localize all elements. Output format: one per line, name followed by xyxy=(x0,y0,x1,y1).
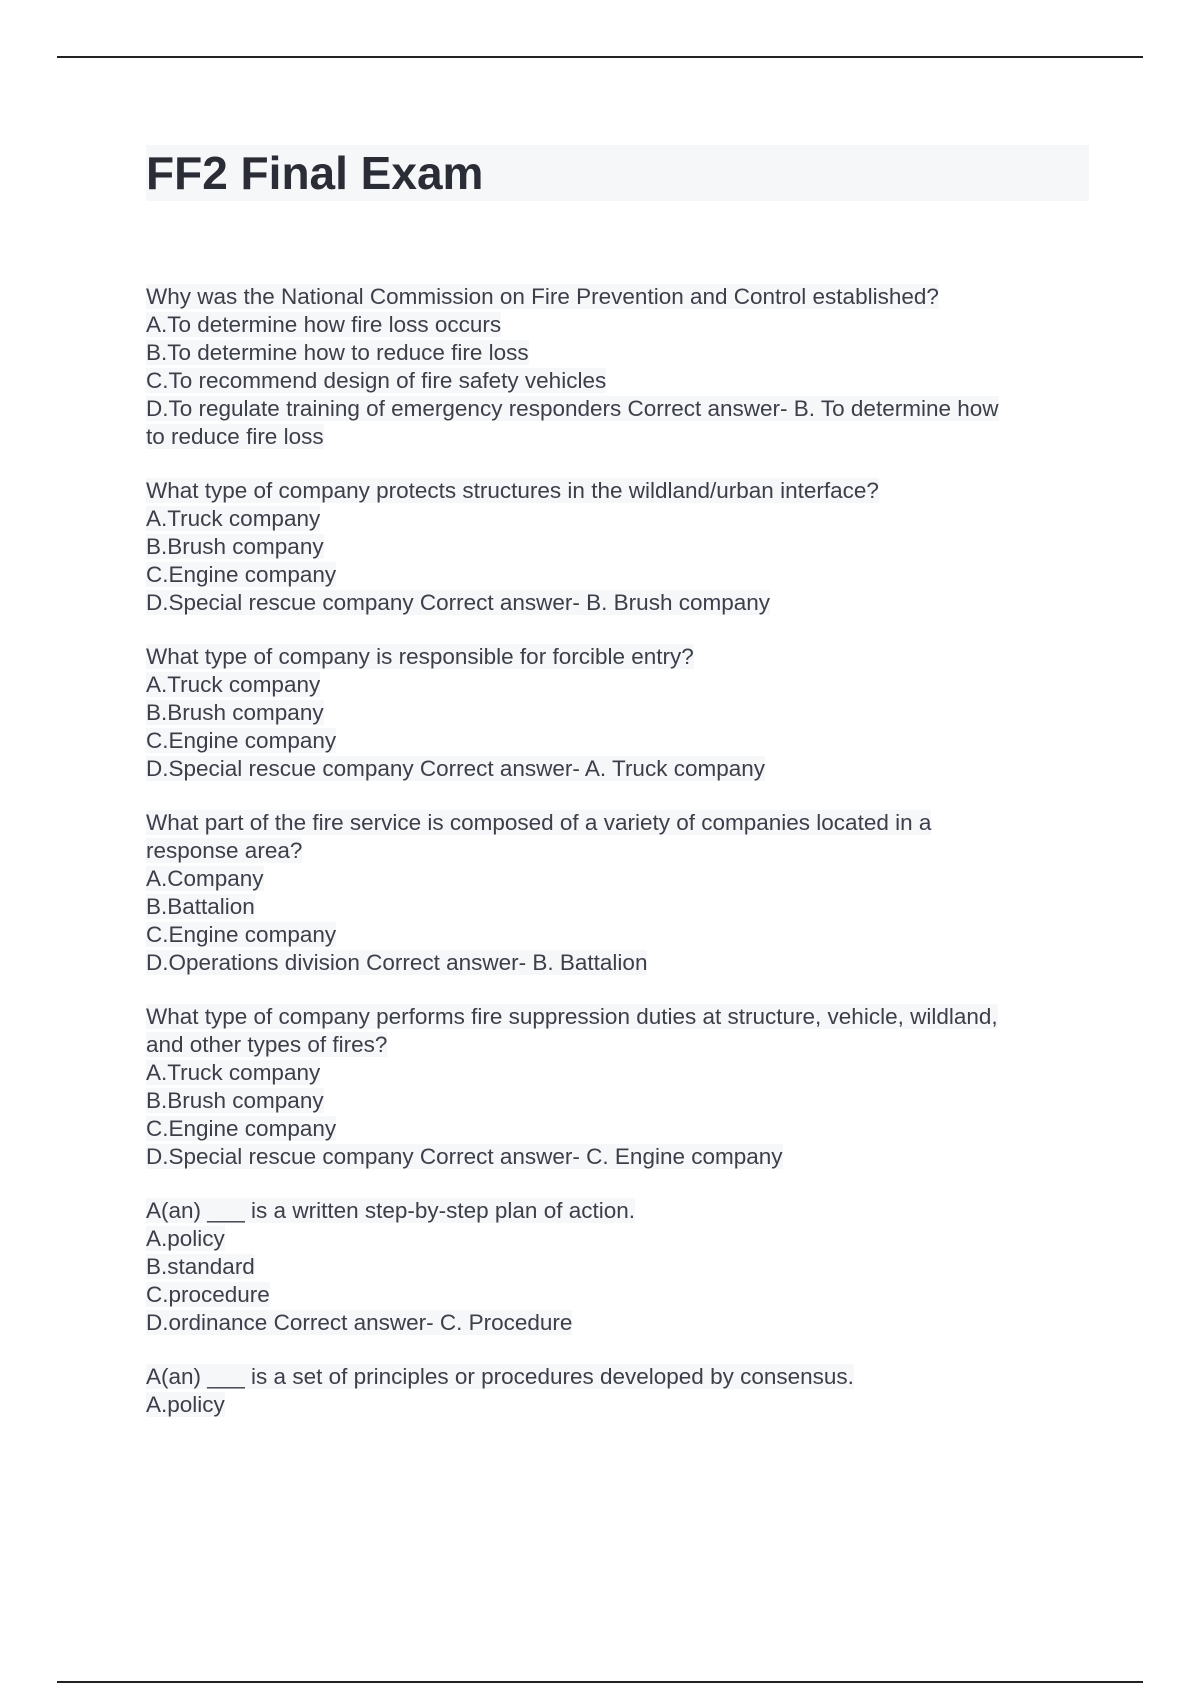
option-line xyxy=(146,311,1076,339)
option-line xyxy=(146,893,1076,921)
option-line xyxy=(146,1059,1076,1087)
option-text: A.policy xyxy=(146,1392,225,1417)
question-text: A(an) ___ is a written step-by-step plan of action. xyxy=(146,1198,636,1223)
option-line xyxy=(146,1391,1076,1419)
option-line xyxy=(146,699,1076,727)
option-text: B.standard xyxy=(146,1254,255,1279)
answer-line xyxy=(146,395,1076,423)
answer-line xyxy=(146,423,1076,451)
question-text: What type of company is responsible for forcible entry? xyxy=(146,644,694,669)
option-line xyxy=(146,561,1076,589)
header-rule xyxy=(57,56,1143,58)
option-line xyxy=(146,1087,1076,1115)
answer-line xyxy=(146,1309,1076,1337)
question-line xyxy=(146,477,1076,505)
question-text: A(an) ___ is a set of principles or procedures developed by consensus. xyxy=(146,1364,854,1389)
option-text: A.To determine how fire loss occurs xyxy=(146,312,502,337)
option-line xyxy=(146,1115,1076,1143)
answer-text: D.Special rescue company Correct answer- A. Truck company xyxy=(146,756,765,781)
option-line xyxy=(146,727,1076,755)
option-line xyxy=(146,1281,1076,1309)
option-text: A.policy xyxy=(146,1226,225,1251)
option-text: B.To determine how to reduce fire loss xyxy=(146,340,529,365)
answer-text: D.Special rescue company Correct answer- B. Brush company xyxy=(146,590,771,615)
option-text: A.Truck company xyxy=(146,1060,321,1085)
answer-text: D.To regulate training of emergency responders Correct answer- B. To determine how xyxy=(146,396,999,421)
option-line xyxy=(146,505,1076,533)
option-text: C.Engine company xyxy=(146,728,337,753)
question-text: Why was the National Commission on Fire Prevention and Control established? xyxy=(146,284,939,309)
answer-line xyxy=(146,949,1076,977)
option-line xyxy=(146,921,1076,949)
question-line xyxy=(146,1197,1076,1225)
option-text: B.Brush company xyxy=(146,534,324,559)
question-line xyxy=(146,1003,1076,1031)
option-text: A.Truck company xyxy=(146,672,321,697)
question-list xyxy=(146,283,1076,1445)
question-text: What type of company performs fire suppression duties at structure, vehicle, wildland, xyxy=(146,1004,998,1029)
option-text: C.Engine company xyxy=(146,922,337,947)
answer-line xyxy=(146,589,1076,617)
document-title: FF2 Final Exam xyxy=(146,147,484,199)
option-text: C.Engine company xyxy=(146,1116,337,1141)
question-block xyxy=(146,283,1076,451)
question-block xyxy=(146,477,1076,617)
option-line xyxy=(146,339,1076,367)
option-line xyxy=(146,1253,1076,1281)
answer-text: D.ordinance Correct answer- C. Procedure xyxy=(146,1310,573,1335)
option-line xyxy=(146,1225,1076,1253)
question-text: and other types of fires? xyxy=(146,1032,388,1057)
answer-line xyxy=(146,755,1076,783)
answer-text: D.Special rescue company Correct answer- C. Engine company xyxy=(146,1144,783,1169)
answer-text: D.Operations division Correct answer- B. Battalion xyxy=(146,950,648,975)
option-line xyxy=(146,671,1076,699)
question-block xyxy=(146,1197,1076,1337)
question-line xyxy=(146,837,1076,865)
question-line xyxy=(146,283,1076,311)
question-line xyxy=(146,643,1076,671)
option-line xyxy=(146,865,1076,893)
question-block xyxy=(146,1003,1076,1171)
question-block xyxy=(146,643,1076,783)
question-block xyxy=(146,1363,1076,1419)
question-line xyxy=(146,809,1076,837)
option-text: C.To recommend design of fire safety vehicles xyxy=(146,368,607,393)
option-text: C.Engine company xyxy=(146,562,337,587)
option-text: B.Brush company xyxy=(146,700,324,725)
question-text: response area? xyxy=(146,838,303,863)
question-line xyxy=(146,1031,1076,1059)
option-text: A.Truck company xyxy=(146,506,321,531)
question-text: What part of the fire service is composed of a variety of companies located in a xyxy=(146,810,932,835)
answer-text: to reduce fire loss xyxy=(146,424,324,449)
question-line xyxy=(146,1363,1076,1391)
question-block xyxy=(146,809,1076,977)
option-text: B.Battalion xyxy=(146,894,255,919)
option-text: C.procedure xyxy=(146,1282,270,1307)
answer-line xyxy=(146,1143,1076,1171)
option-text: A.Company xyxy=(146,866,264,891)
footer-rule xyxy=(57,1681,1143,1683)
option-text: B.Brush company xyxy=(146,1088,324,1113)
option-line xyxy=(146,367,1076,395)
question-text: What type of company protects structures in the wildland/urban interface? xyxy=(146,478,879,503)
option-line xyxy=(146,533,1076,561)
